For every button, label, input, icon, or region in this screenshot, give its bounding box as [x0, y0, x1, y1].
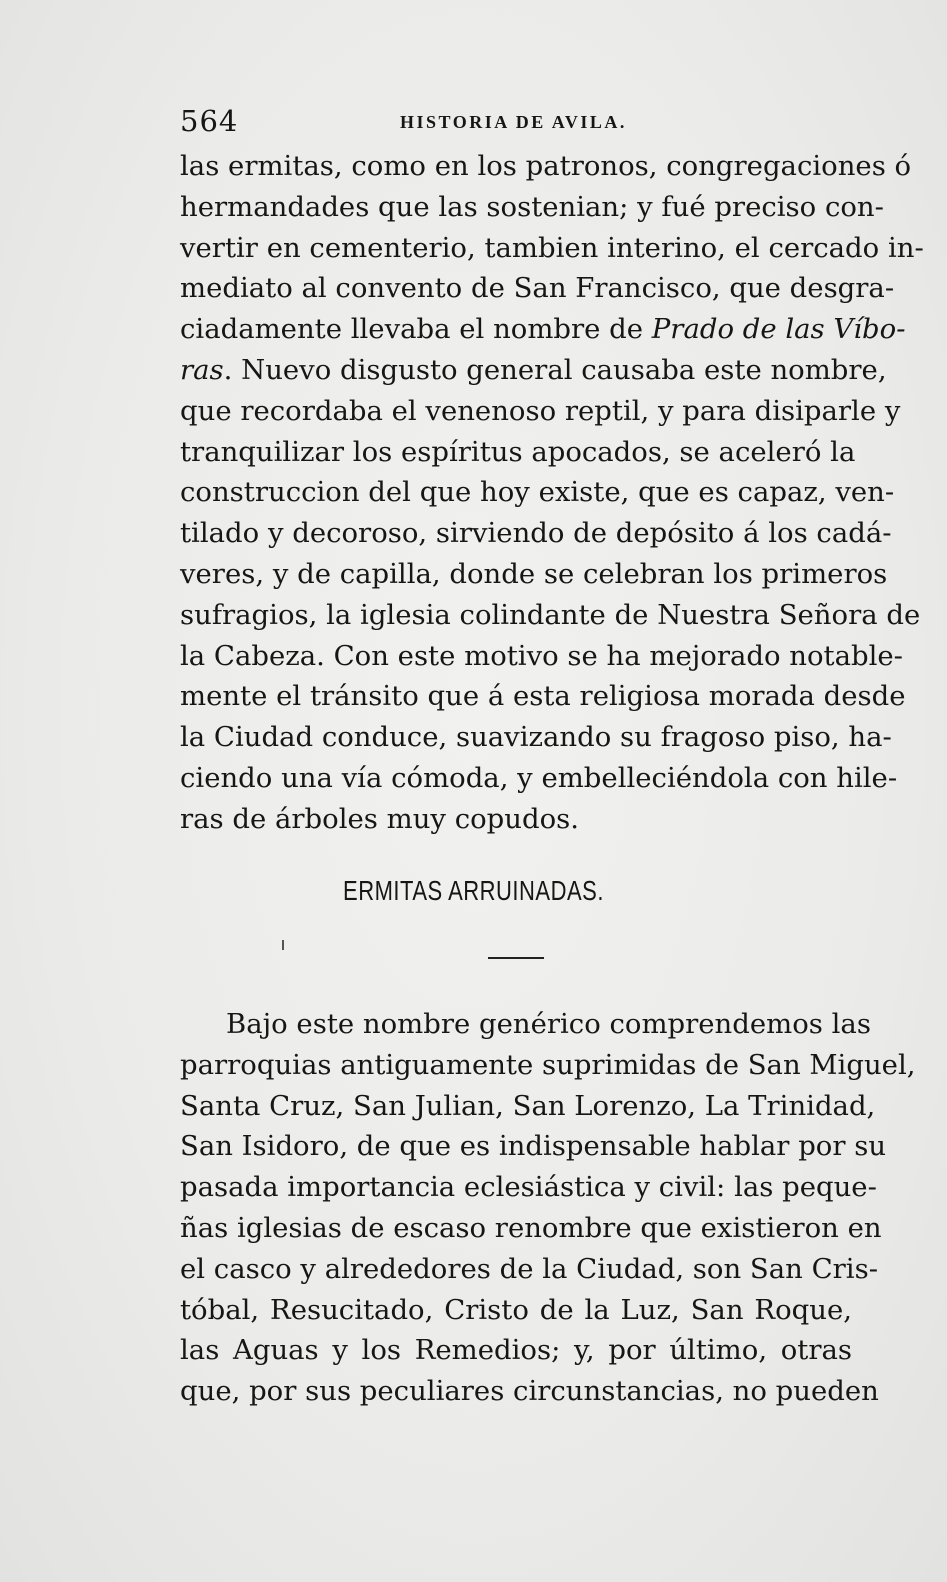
text-line: hermandades que las sostenian; y fué preciso con- [180, 190, 884, 223]
text-line: ras de árboles muy copudos. [180, 802, 579, 835]
text-line: San Isidoro, de que es indispensable hablar por su [180, 1130, 887, 1163]
page-number: 564 [180, 104, 239, 138]
section-divider [488, 957, 544, 959]
text-line: que, por sus peculiares circunstancias, no pueden [180, 1375, 879, 1408]
text-line: parroquias antiguamente suprimidas de San Miguel, [180, 1048, 916, 1081]
text-line: veres, y de capilla, donde se celebran los primeros [180, 557, 888, 590]
italic-place-name: ras [180, 353, 224, 386]
running-title: HISTORIA DE AVILA. [400, 112, 627, 132]
text-line: construccion del que hoy existe, que es capaz, ven- [180, 476, 895, 509]
text-line: Santa Cruz, San Julian, San Lorenzo, La Trinidad, [180, 1089, 876, 1122]
text-line: tilado y decoroso, sirviendo de depósito á los cadá- [180, 517, 892, 550]
section-title: ERMITAS ARRUINADAS. [343, 874, 604, 906]
text-line: mediato al convento de San Francisco, que desgra- [180, 272, 895, 305]
text-line: que recordaba el venenoso reptil, y para disiparle y [180, 394, 901, 427]
text-line: las Aguas y los Remedios; y, por último, otras [180, 1334, 852, 1367]
text-line: tóbal, Resucitado, Cristo de la Luz, San Roque, [180, 1293, 852, 1326]
text-line: las ermitas, como en los patronos, congregaciones ó [180, 150, 912, 182]
text-line: pasada importancia eclesiástica y civil: las peque- [180, 1171, 877, 1204]
ink-mark [282, 940, 284, 950]
paragraph-2 [180, 1004, 916, 1412]
text-line: ciendo una vía cómoda, y embelleciéndola con hile- [180, 761, 898, 794]
text-line: el casco y alrededores de la Ciudad, son San Cris- [180, 1252, 879, 1285]
text-line: la Ciudad conduce, suavizando su fragoso piso, ha- [180, 721, 892, 754]
text-line: sufragios, la iglesia colindante de Nuestra Señora de [180, 598, 921, 631]
italic-place-name: Prado de las Víbo- [651, 313, 906, 346]
text-line: Bajo este nombre genérico comprendemos las [226, 1008, 871, 1040]
text-line: mente el tránsito que á esta religiosa morada desde [180, 680, 906, 713]
text-line: ras. Nuevo disgusto general causaba este nombre, [180, 353, 887, 386]
text-line: la Cabeza. Con este motivo se ha mejorado notable- [180, 639, 903, 672]
text-line: vertir en cementerio, tambien interino, el cercado in- [180, 231, 924, 264]
text-line: ñas iglesias de escaso renombre que existieron en [180, 1211, 882, 1244]
paragraph-1 [180, 146, 924, 840]
page-header [180, 104, 852, 144]
text-line: ciadamente llevaba el nombre de Prado de las Víbo- [180, 313, 906, 346]
text-line: tranquilizar los espíritus apocados, se aceleró la [180, 435, 856, 468]
